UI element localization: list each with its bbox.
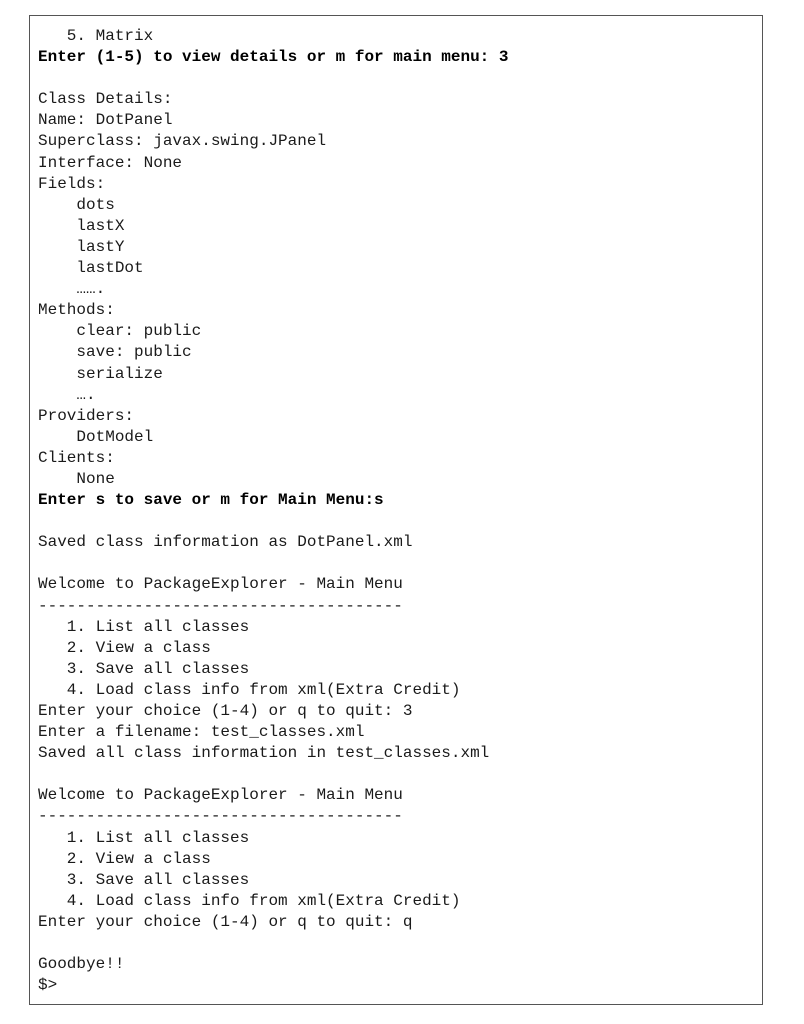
terminal-line: DotModel: [38, 427, 154, 446]
terminal-line: Enter your choice (1-4) or q to quit: q: [38, 912, 413, 931]
terminal-line: Providers:: [38, 406, 135, 425]
terminal-line: dots: [38, 195, 115, 214]
terminal-line: Class Details:: [38, 90, 173, 109]
terminal-output[interactable]: [38, 26, 508, 996]
terminal-line: --------------------------------------: [38, 596, 403, 615]
terminal-line: lastDot: [38, 259, 144, 278]
terminal-line: Methods:: [38, 301, 115, 320]
terminal-line: [38, 553, 508, 574]
terminal-line: Enter a filename: test_classes.xml: [38, 723, 365, 742]
terminal-line: $>: [38, 976, 58, 995]
terminal-line: [38, 933, 508, 954]
terminal-line: …….: [38, 280, 106, 299]
terminal-line: 5. Matrix: [38, 27, 154, 45]
terminal-line: Name: DotPanel: [38, 111, 173, 130]
terminal-line: None: [38, 469, 115, 488]
terminal-line: 2. View a class: [38, 849, 211, 868]
terminal-line: Enter your choice (1-4) or q to quit: 3: [38, 702, 413, 720]
terminal-line: 3. Save all classes: [38, 870, 250, 889]
terminal-line: clear: public: [38, 322, 202, 341]
terminal-line: Welcome to PackageExplorer - Main Menu: [38, 786, 403, 805]
terminal-line: lastX: [38, 216, 125, 235]
terminal-line: Superclass: javax.swing.JPanel: [38, 132, 327, 151]
terminal-line: [38, 764, 508, 785]
terminal-line: Clients:: [38, 448, 115, 467]
terminal-line: 3. Save all classes: [38, 659, 250, 678]
terminal-line: 1. List all classes: [38, 617, 250, 636]
terminal-input-line: Enter s to save or m for Main Menu:s: [38, 491, 384, 510]
terminal-line: --------------------------------------: [38, 807, 403, 826]
terminal-line: [38, 68, 508, 89]
terminal-line: ….: [38, 385, 96, 404]
terminal-line: serialize: [38, 364, 163, 383]
terminal-line: save: public: [38, 343, 192, 362]
terminal-line: Goodbye!!: [38, 955, 125, 974]
terminal-line: 4. Load class info from xml(Extra Credit): [38, 680, 461, 699]
terminal-line: 4. Load class info from xml(Extra Credit): [38, 891, 461, 910]
terminal-line: Saved all class information in test_classes.xml: [38, 744, 490, 763]
terminal-line: Interface: None: [38, 153, 183, 172]
terminal-line: Saved class information as DotPanel.xml: [38, 533, 413, 552]
terminal-line: Fields:: [38, 174, 106, 193]
terminal-line: 2. View a class: [38, 638, 211, 657]
terminal-line: 1. List all classes: [38, 828, 250, 847]
terminal-line: [38, 511, 508, 532]
terminal-window[interactable]: [29, 15, 763, 1005]
terminal-line: Welcome to PackageExplorer - Main Menu: [38, 575, 403, 594]
terminal-input-line: Enter (1-5) to view details or m for main menu: 3: [38, 48, 509, 67]
terminal-line: lastY: [38, 237, 125, 256]
